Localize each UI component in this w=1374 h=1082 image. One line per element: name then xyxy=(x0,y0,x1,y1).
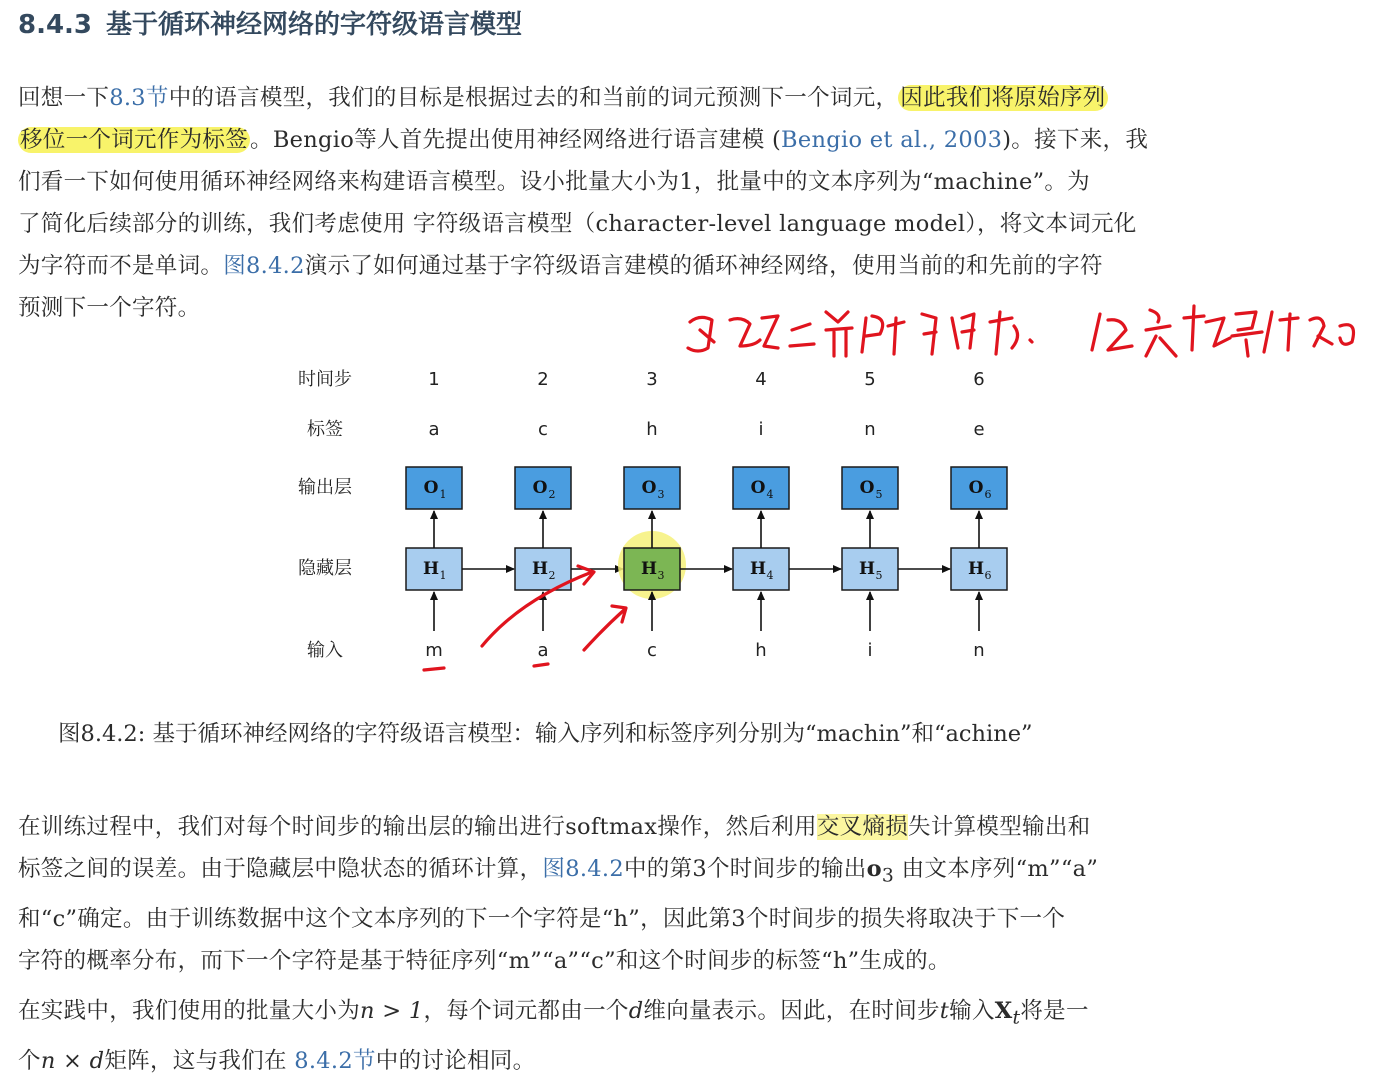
text: 为字符而不是单词。 xyxy=(18,253,224,279)
highlighted-text: 因此我们将原始序列 xyxy=(900,85,1106,111)
section-heading xyxy=(18,4,522,41)
text: 标签之间的误差。由于隐藏层中隐状态的循环计算， xyxy=(18,856,543,882)
text: 回想一下 xyxy=(18,85,110,111)
text-line xyxy=(18,77,1308,119)
text: 将是一 xyxy=(1020,998,1089,1024)
input-char: c xyxy=(647,640,657,661)
output-node-label: O xyxy=(532,478,548,498)
time-step-label: 1 xyxy=(428,369,440,390)
hidden-node-subscript: 5 xyxy=(875,569,883,582)
section-link[interactable]: 8.4.2节 xyxy=(294,1047,376,1074)
time-step-label: 4 xyxy=(755,369,767,390)
output-node-label: O xyxy=(750,478,766,498)
text-line xyxy=(18,1040,1308,1082)
section-link[interactable]: 8.3节 xyxy=(109,85,169,111)
text: 矩阵，这与我们在 xyxy=(104,1047,295,1074)
hidden-node-subscript: 6 xyxy=(984,569,992,582)
target-label: e xyxy=(973,419,985,440)
highlighted-text: 交叉熵损 xyxy=(816,814,909,840)
text: 在实践中，我们使用的批量大小为 xyxy=(18,998,361,1024)
target-label: i xyxy=(758,419,764,440)
target-label: c xyxy=(538,419,548,440)
time-step-label: 3 xyxy=(646,369,658,390)
section-title: 基于循环神经网络的字符级语言模型 xyxy=(106,10,523,40)
target-label: n xyxy=(864,419,876,440)
math-o: o xyxy=(866,856,882,882)
text: 输入 xyxy=(949,998,995,1024)
output-node-label: O xyxy=(641,478,657,498)
input-char: a xyxy=(537,640,549,661)
math-expr: n > 1 xyxy=(360,998,424,1024)
rnn-diagram xyxy=(280,360,1040,690)
input-char: h xyxy=(755,640,767,661)
text-line: 和“c”确定。由于训练数据中这个文本序列的下一个字符是“h”，因此第3个时间步的损失将取决于下一个 xyxy=(18,905,1066,932)
output-node-label: O xyxy=(859,478,875,498)
section-number: 8.4.3 xyxy=(18,10,93,40)
output-node-subscript: 6 xyxy=(984,488,992,501)
text-line xyxy=(18,119,1308,161)
text: 中的语言模型，我们的目标是根据过去的和当前的词元预测下一个词元， xyxy=(168,85,899,111)
target-label: a xyxy=(428,419,440,440)
text-line xyxy=(18,245,1308,287)
pen-stroke xyxy=(1310,318,1332,346)
text: 在训练过程中，我们对每个时间步的输出层的输出进行softmax操作，然后利用 xyxy=(18,814,817,840)
text: 维向量表示。因此，在时间步 xyxy=(643,998,940,1024)
math-expr: n × d xyxy=(40,1047,105,1074)
row-label-hidden: 隐藏层 xyxy=(298,558,352,579)
text: 个 xyxy=(18,1047,41,1074)
text-line: 了简化后续部分的训练，我们考虑使用 字符级语言模型（character-level language model），将文本词元化 xyxy=(18,211,1137,237)
hidden-node-subscript: 3 xyxy=(657,569,665,582)
input-char: n xyxy=(973,640,985,661)
hidden-node-subscript: 4 xyxy=(766,569,774,582)
hidden-node-label: H xyxy=(422,559,440,579)
output-node-subscript: 1 xyxy=(439,488,447,501)
figure-link[interactable]: 图8.4.2 xyxy=(223,253,305,279)
row-label-label: 标签 xyxy=(307,419,343,440)
time-step-label: 2 xyxy=(537,369,549,390)
text: 中的第3个时间步的输出 xyxy=(623,856,867,882)
text: 由文本序列“m”“a” xyxy=(894,856,1099,882)
hidden-node-label: H xyxy=(967,559,985,579)
pen-stroke xyxy=(1030,340,1032,342)
text-line xyxy=(18,848,1308,898)
math-t: t xyxy=(939,998,950,1024)
text-line: 字符的概率分布，而下一个字符是基于特征序列“m”“a”“c”和这个时间步的标签“h”生成的。 xyxy=(18,947,951,974)
text: 。Bengio等人首先提出使用神经网络进行语言建模 ( xyxy=(250,127,782,153)
hidden-node-label: H xyxy=(749,559,767,579)
text: 失计算模型输出和 xyxy=(908,814,1091,840)
input-char: i xyxy=(867,640,873,661)
text: 演示了如何通过基于字符级语言建模的循环神经网络，使用当前的和先前的字符 xyxy=(304,253,1103,279)
paragraph-intro xyxy=(18,77,1308,329)
row-label-time: 时间步 xyxy=(298,369,352,390)
hidden-node-label: H xyxy=(640,559,658,579)
hidden-node-subscript: 2 xyxy=(548,569,556,582)
math-sub: t xyxy=(1012,1007,1021,1029)
paragraph-training xyxy=(18,806,1308,982)
figure-caption: 图8.4.2: 基于循环神经网络的字符级语言模型：输入序列和标签序列分别为“machin”和“achine” xyxy=(58,721,1033,747)
paragraph-practice xyxy=(18,990,1308,1082)
output-node-subscript: 5 xyxy=(875,488,883,501)
hidden-node-subscript: 1 xyxy=(439,569,447,582)
output-node-subscript: 2 xyxy=(548,488,556,501)
citation-link[interactable]: Bengio et al., 2003 xyxy=(781,127,1003,153)
math-d: d xyxy=(628,998,644,1024)
math-X: X xyxy=(994,998,1013,1024)
output-node-subscript: 4 xyxy=(766,488,774,501)
time-step-label: 6 xyxy=(973,369,985,390)
output-node-label: O xyxy=(423,478,439,498)
text-line: 预测下一个字符。 xyxy=(18,295,201,321)
row-label-input: 输入 xyxy=(307,640,343,661)
hidden-node-label: H xyxy=(531,559,549,579)
figure-link[interactable]: 图8.4.2 xyxy=(542,856,624,882)
output-node-subscript: 3 xyxy=(657,488,665,501)
output-node-label: O xyxy=(968,478,984,498)
text-line xyxy=(18,806,1308,848)
text: )。接下来，我 xyxy=(1002,127,1149,153)
row-label-output: 输出层 xyxy=(298,477,352,498)
text: ，每个词元都由一个 xyxy=(423,998,629,1024)
math-sub: 3 xyxy=(881,865,895,887)
time-step-label: 5 xyxy=(864,369,876,390)
text: 中的讨论相同。 xyxy=(375,1047,536,1074)
input-char: m xyxy=(425,640,443,661)
text-line: 们看一下如何使用循环神经网络来构建语言模型。设小批量大小为1，批量中的文本序列为“machine”。为 xyxy=(18,169,1090,195)
text-line xyxy=(18,990,1308,1040)
highlighted-text: 移位一个词元作为标签 xyxy=(20,127,249,153)
target-label: h xyxy=(646,419,658,440)
hidden-node-label: H xyxy=(858,559,876,579)
pen-stroke xyxy=(1340,325,1354,345)
